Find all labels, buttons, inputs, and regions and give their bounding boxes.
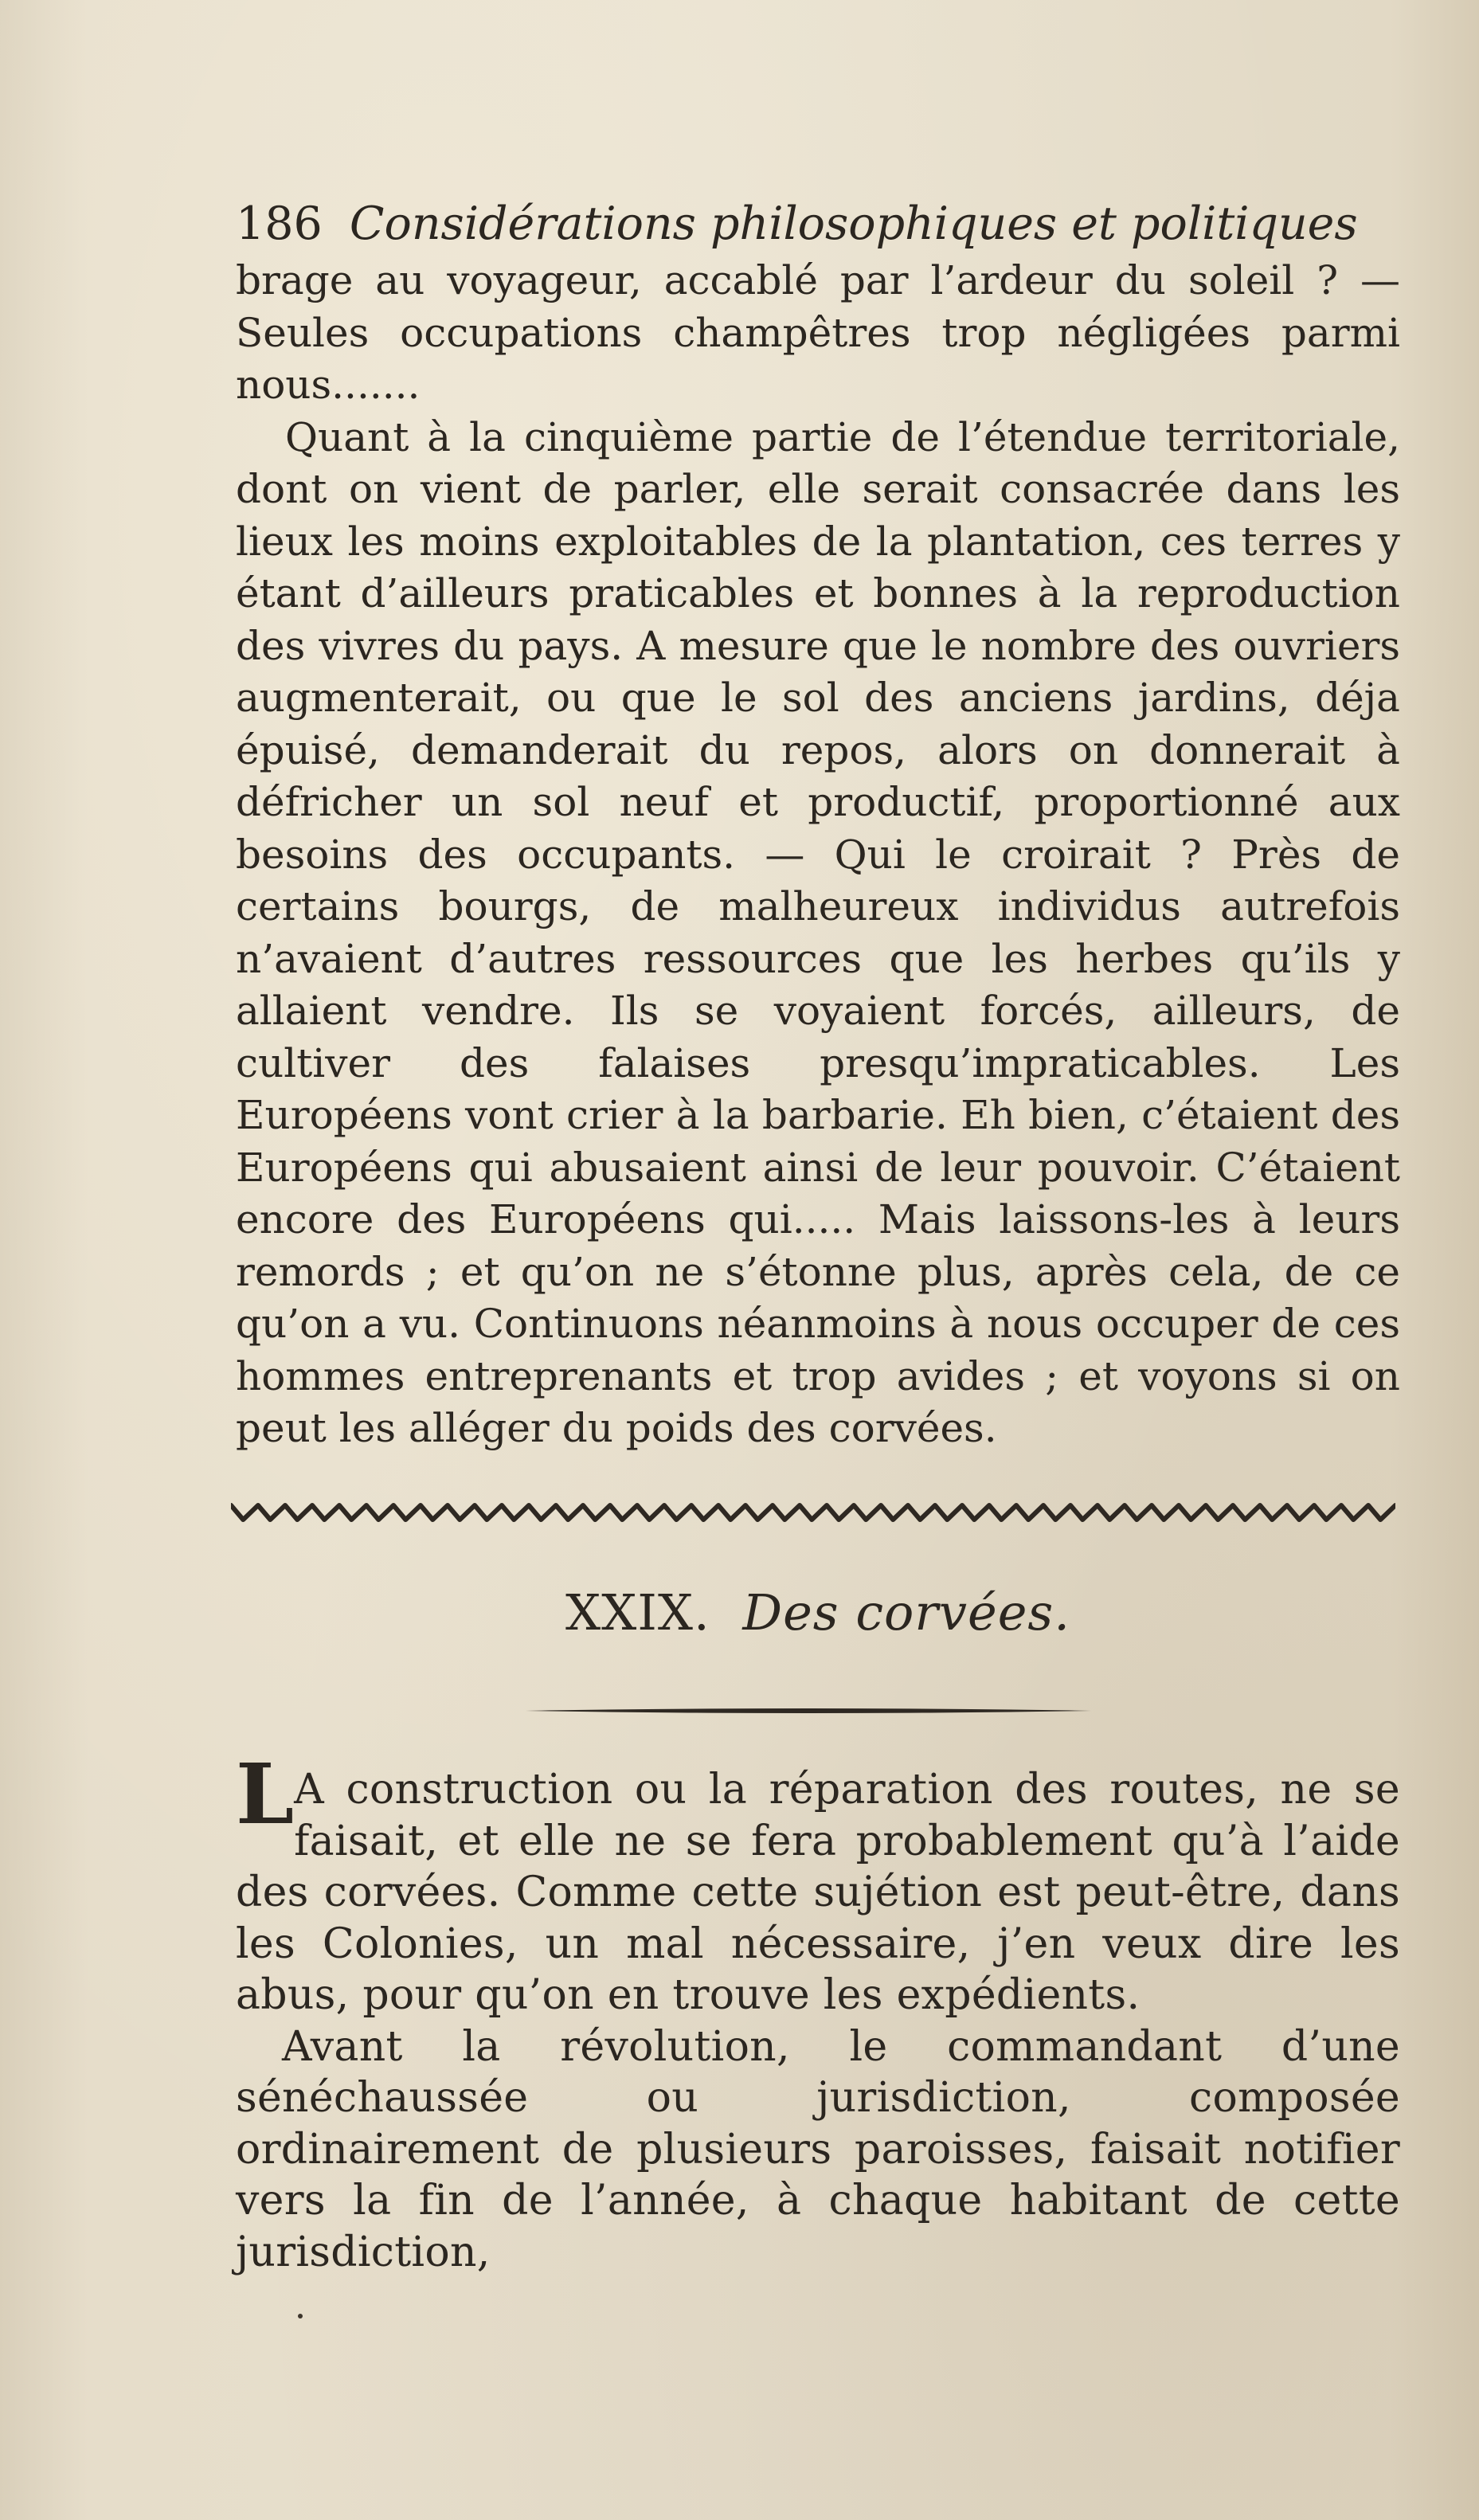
decorative-ornament-band [231,1496,1395,1528]
drop-cap: L [236,1745,291,1843]
section-title: Des corvées. [742,1583,1070,1642]
page-header [236,198,1399,250]
section-paragraph-2: Avant la révolution, le commandant d’une sénéchaussée ou jurisdiction, composée ordinairement de plusieurs paroisses, faisait notifier vers la fin de l’année, à chaque habitant de cette jurisdiction, [236,2022,1400,2276]
section-number: XXIX. [565,1583,710,1642]
continuation-paragraph: brage au voyageur, accablé par l’ardeur du soleil ? — Seules occupations champêtres trop négligées parmi nous....... [236,257,1400,408]
page-number: 186 [236,198,323,250]
section-heading [236,1581,1400,1645]
section-paragraph-1-text: A construction ou la réparation des routes, ne se faisait, et elle ne se fera probablement qu’à l’aide des corvées. Comme cette sujétion est peut-être, dans les Colonies, un mal nécessaire, j’en veux dire les abus, pour qu’on en trouve les expédients. [236,1766,1400,2019]
top-text-block [236,255,1400,1455]
running-title: Considérations philosophiques et politiques [349,198,1358,250]
section-text-block [236,1745,1400,2278]
section-paragraph-1 [236,1745,1400,2021]
body-paragraph: Quant à la cinquième partie de l’étendue territoriale, dont on vient de parler, elle serait consacrée dans les lieux les moins exploitables de la plantation, ces terres y étant d’ailleurs praticables et bonnes à la reproduction des vivres du pays. A mesure que le nombre des ouvriers augmenterait, ou que le sol des anciens jardins, déja épuisé, demanderait du repos, alors on donnerait à défricher un sol neuf et productif, proportionné aux besoins des occupants. — Qui le croirait ? Près de certains bourgs, de malheureux individus autrefois n’avaient d’autres ressources que les herbes qu’ils y allaient vendre. Ils se voyaient forcés, ailleurs, de cultiver des falaises presqu’impraticables. Les Européens vont crier à la barbarie. Eh bien, c’étaient des Européens qui abusaient ainsi de leur pouvoir. C’étaient encore des Européens qui..... Mais laissons-les à leurs remords ; et qu’on ne s’étonne plus, après cela, de ce qu’on a vu. Continuons néanmoins à nous occuper de ces hommes entreprenants et trop avides ; et voyons si on peut les alléger du poids des corvées. [236,413,1400,1451]
ink-speck [298,2314,303,2318]
heading-rule [526,1707,1091,1715]
